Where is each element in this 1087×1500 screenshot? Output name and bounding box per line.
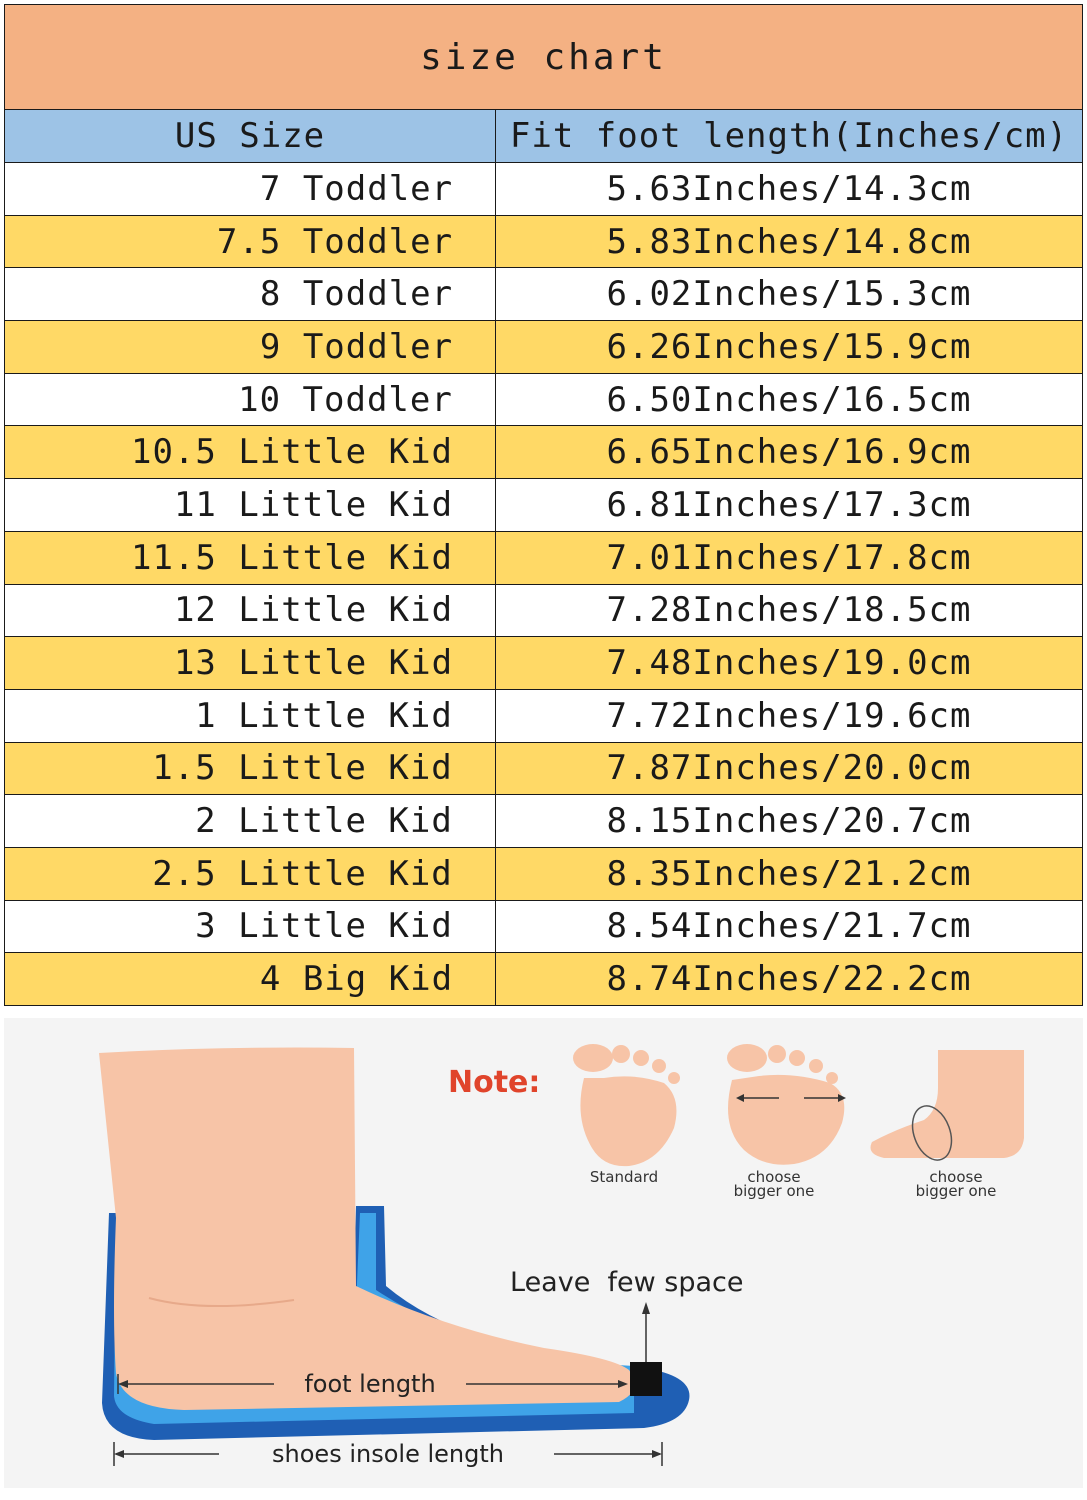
insole-length-arrow-left: [114, 1450, 124, 1458]
us-size-cell: [5, 795, 496, 848]
table-row: [5, 900, 1083, 953]
foot-length-cell: 8.35Inches/21.2cm: [496, 847, 1083, 900]
us-size-value: 11.5 Little Kid: [130, 537, 454, 578]
measurement-diagram: [4, 1018, 1083, 1488]
high-instep-foot-icon: [871, 1050, 1025, 1158]
us-size-cell: [5, 321, 496, 374]
foot-length-cell: 6.81Inches/17.3cm: [496, 479, 1083, 532]
table-row: [5, 584, 1083, 637]
us-size-value: 2 Little Kid: [195, 801, 453, 842]
table-row: [5, 689, 1083, 742]
us-size-cell: [5, 479, 496, 532]
standard-label: Standard: [589, 1168, 659, 1186]
us-size-cell: [5, 847, 496, 900]
foot-length-cell: 7.48Inches/19.0cm: [496, 637, 1083, 690]
us-size-value: 7 Toddler: [259, 168, 454, 209]
us-size-value: 9 Toddler: [259, 326, 454, 367]
instep-choose-label: choose: [929, 1168, 983, 1186]
us-size-cell: [5, 531, 496, 584]
us-size-cell: [5, 584, 496, 637]
us-size-cell: [5, 163, 496, 216]
us-size-cell: [5, 953, 496, 1006]
table-row: [5, 531, 1083, 584]
us-size-value: 1 Little Kid: [195, 695, 453, 736]
insole-length-arrow-right: [652, 1450, 662, 1458]
foot-length-cell: 8.15Inches/20.7cm: [496, 795, 1083, 848]
table-row: [5, 268, 1083, 321]
note-label: Note:: [448, 1065, 541, 1100]
table-row: [5, 795, 1083, 848]
table-row: [5, 426, 1083, 479]
foot-length-cell: 8.74Inches/22.2cm: [496, 953, 1083, 1006]
foot-length-label: foot length: [304, 1370, 436, 1398]
us-size-cell: [5, 215, 496, 268]
column-header-foot-length: Fit foot length(Inches/cm): [496, 110, 1083, 163]
us-size-value: 12 Little Kid: [173, 590, 454, 631]
leave-space-label: Leave few space: [510, 1267, 744, 1298]
table-row: [5, 742, 1083, 795]
foot-length-cell: 7.72Inches/19.6cm: [496, 689, 1083, 742]
us-size-cell: [5, 637, 496, 690]
instep-bigger-label: bigger one: [915, 1182, 997, 1200]
table-row: [5, 479, 1083, 532]
diagram-svg: [4, 1018, 1083, 1488]
us-size-value: 13 Little Kid: [173, 643, 454, 684]
wide-footprint-icon: [727, 1044, 844, 1165]
us-size-value: 3 Little Kid: [195, 906, 453, 947]
us-size-cell: [5, 900, 496, 953]
table-title: size chart: [5, 5, 1083, 110]
us-size-value: 8 Toddler: [259, 274, 454, 315]
foot-length-cell: 7.87Inches/20.0cm: [496, 742, 1083, 795]
table-row: [5, 637, 1083, 690]
table-row: [5, 321, 1083, 374]
wide-bigger-label: bigger one: [733, 1182, 815, 1200]
wide-choose-label: choose: [747, 1168, 801, 1186]
standard-footprint-icon: [573, 1044, 680, 1166]
foot-length-cell: 6.02Inches/15.3cm: [496, 268, 1083, 321]
foot-length-cell: 5.63Inches/14.3cm: [496, 163, 1083, 216]
column-header-us-size: US Size: [5, 110, 496, 163]
table-row: [5, 215, 1083, 268]
size-chart-table: [4, 4, 1083, 1006]
foot-length-cell: 5.83Inches/14.8cm: [496, 215, 1083, 268]
foot-length-cell: 6.65Inches/16.9cm: [496, 426, 1083, 479]
toe-gap-block: [630, 1362, 662, 1396]
table-row: [5, 163, 1083, 216]
us-size-cell: [5, 426, 496, 479]
us-size-value: 10.5 Little Kid: [130, 432, 454, 473]
us-size-value: 1.5 Little Kid: [152, 748, 453, 789]
foot-length-cell: 6.50Inches/16.5cm: [496, 373, 1083, 426]
us-size-cell: [5, 689, 496, 742]
leave-space-arrow: [642, 1302, 650, 1314]
table-row: [5, 953, 1083, 1006]
foot-length-cell: 7.01Inches/17.8cm: [496, 531, 1083, 584]
us-size-cell: [5, 373, 496, 426]
us-size-value: 10 Toddler: [238, 379, 453, 420]
foot-length-cell: 8.54Inches/21.7cm: [496, 900, 1083, 953]
us-size-value: 7.5 Toddler: [216, 221, 454, 262]
us-size-value: 11 Little Kid: [173, 484, 454, 525]
insole-length-label: shoes insole length: [272, 1440, 504, 1468]
us-size-cell: [5, 268, 496, 321]
us-size-value: 4 Big Kid: [259, 959, 454, 1000]
table-row: [5, 847, 1083, 900]
us-size-value: 2.5 Little Kid: [152, 853, 453, 894]
us-size-cell: [5, 742, 496, 795]
foot-length-cell: 7.28Inches/18.5cm: [496, 584, 1083, 637]
foot-length-cell: 6.26Inches/15.9cm: [496, 321, 1083, 374]
table-row: [5, 373, 1083, 426]
